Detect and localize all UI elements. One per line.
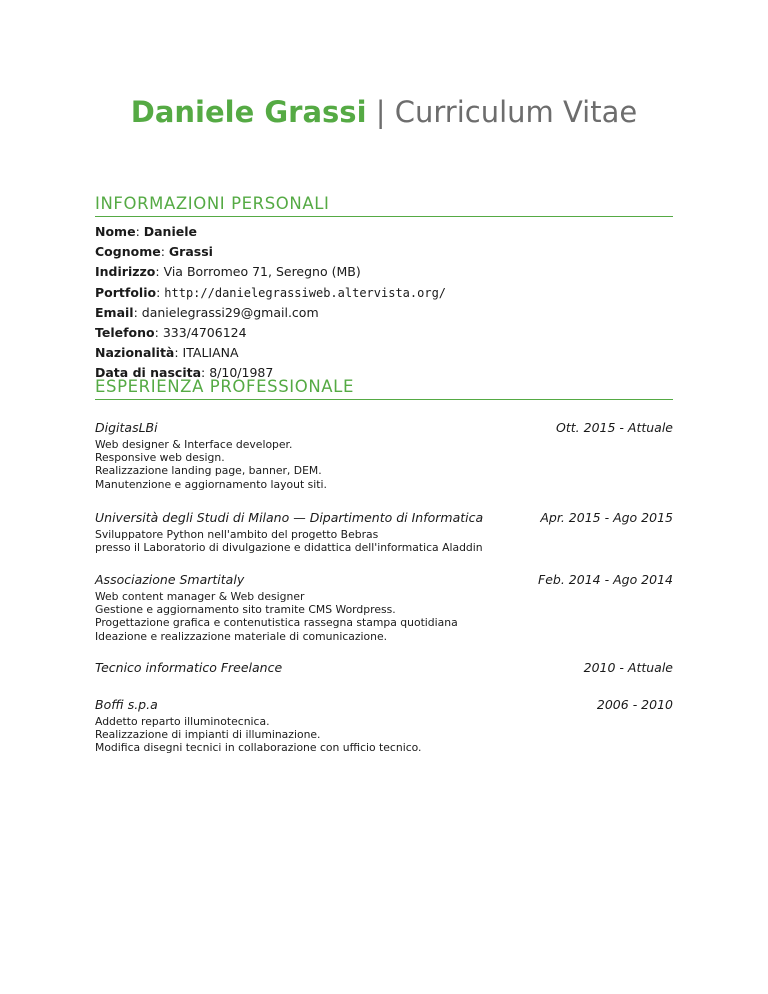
info-value: ITALIANA (182, 345, 239, 361)
job-entry (95, 510, 673, 554)
title-subtitle: Curriculum Vitae (394, 95, 638, 129)
job-organization: Associazione Smartitaly (95, 572, 245, 587)
job-description-line: Progettazione grafica e contenutistica rassegna stampa quotidiana (95, 616, 458, 630)
info-row-portfolio: Portfolio: http://danielegrassiweb.altervista.org/ (95, 284, 447, 300)
job-organization: Università degli Studi di Milano — Dipartimento di Informatica (95, 510, 484, 525)
job-date: 2010 - Attuale (583, 660, 673, 675)
info-row-nazionalita: Nazionalità: ITALIANA (95, 345, 239, 361)
info-label: Portfolio (95, 284, 157, 300)
job-date: Apr. 2015 - Ago 2015 (540, 510, 673, 525)
job-entry (95, 572, 673, 643)
section-divider (95, 216, 673, 217)
job-entry (95, 660, 673, 676)
info-label: Indirizzo (95, 264, 156, 280)
info-row-data-nascita: Data di nascita: 8/10/1987 (95, 365, 274, 381)
info-row-indirizzo: Indirizzo: Via Borromeo 71, Seregno (MB) (95, 264, 361, 280)
info-row-email: Email: danielegrassi29@gmail.com (95, 304, 319, 320)
job-description-line: Ideazione e realizzazione materiale di comunicazione. (95, 629, 388, 643)
job-date: 2006 - 2010 (596, 697, 673, 712)
personal-info-list (95, 222, 673, 384)
info-label: Nome (95, 224, 136, 239)
job-description-line: Sviluppatore Python nell'ambito del progetto Bebras (95, 528, 379, 541)
info-value: Daniele (143, 224, 197, 239)
personal-info-heading: INFORMAZIONI PERSONALI (95, 194, 330, 213)
info-value: Via Borromeo 71, Seregno (MB) (163, 264, 361, 280)
section-divider (95, 399, 673, 400)
job-entry (95, 420, 673, 491)
job-organization: Tecnico informatico Freelance (95, 660, 283, 675)
portfolio-link[interactable]: http://danielegrassiweb.altervista.org/ (164, 285, 447, 300)
info-row-telefono: Telefono: 333/4706124 (95, 325, 247, 341)
job-date: Ott. 2015 - Attuale (556, 420, 673, 435)
job-description-line: Realizzazione di impianti di illuminazione. (95, 728, 321, 742)
personal-info-section (95, 194, 673, 384)
job-date: Feb. 2014 - Ago 2014 (538, 572, 673, 587)
info-label: Email (95, 304, 134, 320)
job-description-line: presso il Laboratorio di divulgazione e didattica dell'informatica Aladdin (95, 541, 483, 555)
title-separator: | (375, 95, 386, 129)
info-value: 333/4706124 (162, 325, 247, 341)
page-title (0, 92, 768, 132)
job-description-line: Addetto reparto illuminotecnica. (95, 715, 270, 728)
info-label: Nazionalità (95, 345, 175, 361)
job-description-line: Gestione e aggiornamento sito tramite CMS Wordpress. (95, 603, 396, 617)
job-description-line: Responsive web design. (95, 451, 225, 465)
info-value: Grassi (168, 244, 213, 260)
experience-section (95, 377, 673, 400)
title-name: Daniele Grassi (130, 95, 367, 129)
info-label: Telefono (95, 325, 155, 341)
job-organization: DigitasLBi (95, 420, 158, 435)
info-row-nome: Nome: Daniele (95, 224, 197, 239)
job-description-line: Realizzazione landing page, banner, DEM. (95, 464, 322, 478)
job-description-line: Web designer & Interface developer. (95, 438, 293, 451)
info-value: 8/10/1987 (209, 365, 274, 381)
email-link[interactable]: danielegrassi29@gmail.com (141, 304, 319, 320)
experience-heading: ESPERIENZA PROFESSIONALE (95, 377, 354, 396)
info-label: Data di nascita (95, 365, 202, 381)
info-row-cognome: Cognome: Grassi (95, 244, 213, 260)
job-organization: Boffi s.p.a (95, 697, 158, 712)
job-description-line: Web content manager & Web designer (95, 590, 305, 603)
job-description-line: Manutenzione e aggiornamento layout siti. (95, 477, 327, 491)
info-label: Cognome (95, 244, 161, 260)
job-entry (95, 697, 673, 755)
job-description-line: Modifica disegni tecnici in collaborazione con ufficio tecnico. (95, 741, 422, 755)
